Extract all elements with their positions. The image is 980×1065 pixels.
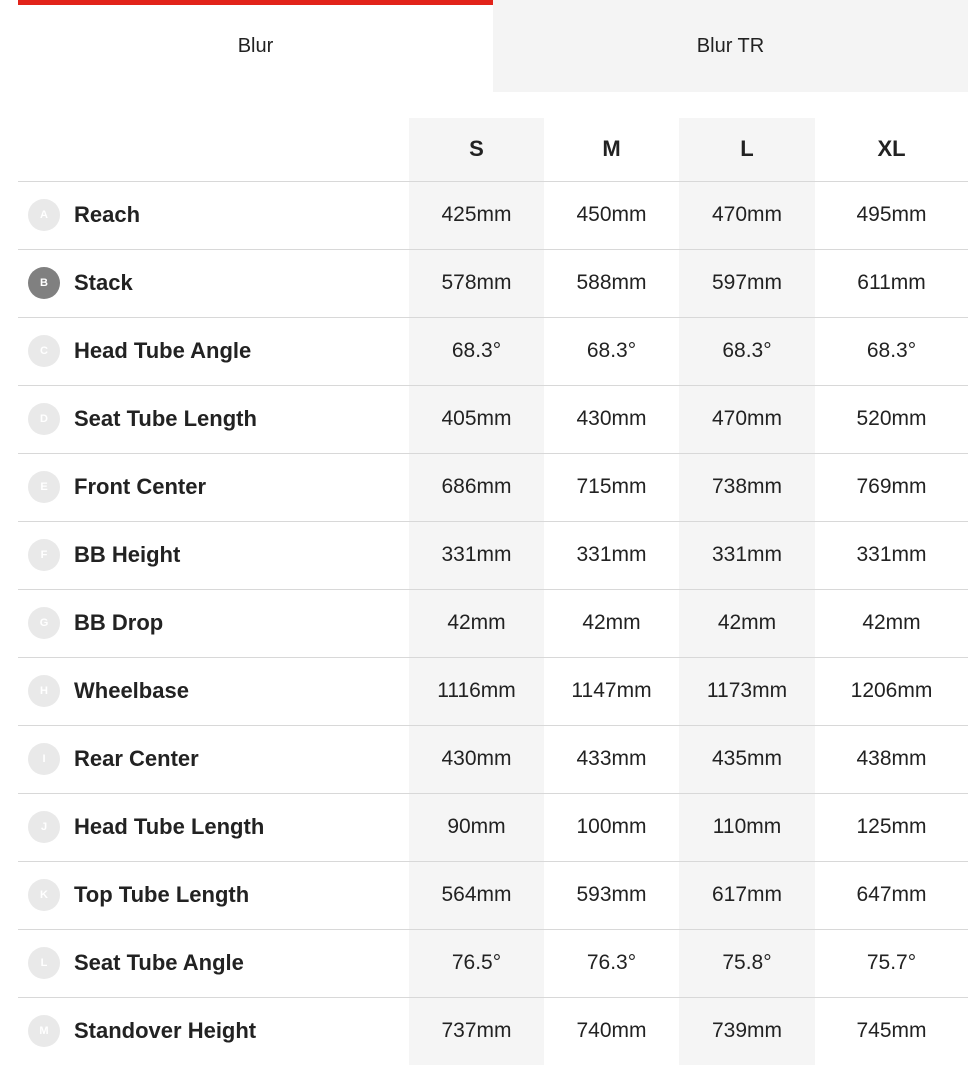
- model-tabs: [18, 0, 968, 92]
- value-cell-m: 76.3°: [544, 929, 679, 997]
- row-label-wrap: [18, 403, 409, 435]
- row-label-cell: [18, 453, 409, 521]
- row-label-cell: [18, 589, 409, 657]
- row-label-wrap: [18, 675, 409, 707]
- table-row: [18, 657, 968, 725]
- measurement-letter-badge[interactable]: D: [28, 403, 60, 435]
- measurement-letter-badge[interactable]: A: [28, 199, 60, 231]
- value-cell-l: 331mm: [679, 521, 815, 589]
- row-label-cell: [18, 249, 409, 317]
- measurement-label: Standover Height: [74, 1018, 257, 1044]
- row-label-wrap: [18, 267, 409, 299]
- measurement-letter-badge[interactable]: L: [28, 947, 60, 979]
- measurement-label: Wheelbase: [74, 678, 189, 703]
- table-row: [18, 181, 968, 249]
- header-spacer: [18, 118, 409, 181]
- measurement-letter-badge[interactable]: G: [28, 607, 60, 639]
- value-cell-m: 740mm: [576, 1019, 647, 1043]
- value-cell-m: 450mm: [544, 181, 679, 249]
- value-cell-s: 430mm: [409, 725, 544, 793]
- value-cell-xl: 75.7°: [815, 929, 968, 997]
- value-cell-m: 68.3°: [544, 317, 679, 385]
- row-label-cell: [18, 997, 409, 1065]
- tab-blur-tr-label: Blur TR: [696, 35, 765, 57]
- row-label-cell: [18, 657, 409, 725]
- measurement-label: BB Drop: [74, 610, 164, 635]
- row-label-wrap: [18, 1015, 409, 1047]
- measurement-label: Stack: [74, 270, 133, 295]
- value-cell-xl: 647mm: [815, 861, 968, 929]
- measurement-letter-badge[interactable]: F: [28, 539, 60, 571]
- measurement-letter-badge[interactable]: E: [28, 471, 60, 503]
- measurement-label: Front Center: [74, 474, 206, 499]
- row-label-wrap: [18, 539, 409, 571]
- measurement-letter-badge[interactable]: C: [28, 335, 60, 367]
- table-row: [18, 997, 968, 1065]
- table-row: [18, 249, 968, 317]
- row-label-wrap: [18, 811, 409, 843]
- value-cell-xl: 1206mm: [815, 657, 968, 725]
- measurement-label: Rear Center: [74, 746, 199, 771]
- value-cell-xl: 438mm: [815, 725, 968, 793]
- table-row: [18, 589, 968, 657]
- measurement-label: Reach: [74, 202, 141, 227]
- measurement-letter-badge[interactable]: I: [28, 743, 60, 775]
- row-label-wrap: [18, 471, 409, 503]
- value-cell-m: 588mm: [544, 249, 679, 317]
- value-cell-l: 75.8°: [679, 929, 815, 997]
- value-cell-s: 76.5°: [409, 929, 544, 997]
- measurement-label: Head Tube Angle: [74, 338, 252, 363]
- measurement-label: Seat Tube Angle: [74, 950, 244, 975]
- table-row: [18, 521, 968, 589]
- measurement-label: Seat Tube Length: [74, 406, 257, 431]
- value-cell-l: 435mm: [679, 725, 815, 793]
- value-cell-s: 68.3°: [409, 317, 544, 385]
- value-cell-xl: 68.3°: [815, 317, 968, 385]
- size-header-m: M: [544, 118, 679, 181]
- table-row: [18, 929, 968, 997]
- value-cell-m: 715mm: [544, 453, 679, 521]
- value-cell-xl: 331mm: [815, 521, 968, 589]
- tab-blur-tr[interactable]: [493, 0, 968, 92]
- value-cell-m: 331mm: [544, 521, 679, 589]
- value-cell-l: 470mm: [679, 385, 815, 453]
- value-cell-l: 617mm: [679, 861, 815, 929]
- geometry-table: [18, 118, 968, 1065]
- measurement-label: Head Tube Length: [74, 814, 265, 839]
- value-cell-m: 42mm: [544, 589, 679, 657]
- value-cell-l: 42mm: [679, 589, 815, 657]
- size-header-l: L: [679, 118, 815, 181]
- value-cell-m: 593mm: [544, 861, 679, 929]
- value-cell-s: 405mm: [409, 385, 544, 453]
- row-label-wrap: [18, 947, 409, 979]
- measurement-label: BB Height: [74, 542, 181, 567]
- value-cell-xl: 611mm: [815, 249, 968, 317]
- value-cell-s: 90mm: [409, 793, 544, 861]
- row-label-wrap: [18, 743, 409, 775]
- table-row: [18, 861, 968, 929]
- row-label-cell: [18, 793, 409, 861]
- value-cell-s: 737mm: [409, 997, 544, 1065]
- table-row: [18, 385, 968, 453]
- size-header-xl: XL: [815, 118, 968, 181]
- value-cell-s: 564mm: [409, 861, 544, 929]
- measurement-letter-badge[interactable]: B: [28, 267, 60, 299]
- row-label-wrap: [18, 607, 409, 639]
- value-cell-xl: 520mm: [815, 385, 968, 453]
- value-cell-l: 739mm: [679, 997, 815, 1065]
- row-label-cell: [18, 725, 409, 793]
- value-cell-m: 433mm: [544, 725, 679, 793]
- value-cell-xl: 495mm: [815, 181, 968, 249]
- row-label-cell: [18, 385, 409, 453]
- value-cell-l: 1173mm: [679, 657, 815, 725]
- value-cell-m: 1147mm: [544, 657, 679, 725]
- size-header-s: S: [409, 118, 544, 181]
- tab-blur[interactable]: [18, 0, 493, 92]
- row-label-cell: [18, 521, 409, 589]
- measurement-letter-badge[interactable]: M: [28, 1015, 60, 1047]
- table-row: [18, 453, 968, 521]
- row-label-cell: [18, 317, 409, 385]
- value-cell-s: 1116mm: [409, 657, 544, 725]
- table-row: [18, 725, 968, 793]
- value-cell-s: 425mm: [409, 181, 544, 249]
- value-cell-xl: 769mm: [815, 453, 968, 521]
- tab-blur-label: Blur: [237, 35, 274, 57]
- measurement-letter-badge[interactable]: J: [28, 811, 60, 843]
- value-cell-m: 430mm: [544, 385, 679, 453]
- value-cell-l: 597mm: [679, 249, 815, 317]
- geometry-table-body: [18, 181, 968, 1065]
- value-cell-m: 100mm: [544, 793, 679, 861]
- value-cell-s: 686mm: [409, 453, 544, 521]
- row-label-wrap: [18, 199, 409, 231]
- table-row: [18, 793, 968, 861]
- value-cell-xl: 42mm: [815, 589, 968, 657]
- row-label-wrap: [18, 335, 409, 367]
- value-cell-l: 738mm: [679, 453, 815, 521]
- measurement-letter-badge[interactable]: K: [28, 879, 60, 911]
- row-label-wrap: [18, 879, 409, 911]
- value-cell-l: 68.3°: [679, 317, 815, 385]
- row-label-cell: [18, 861, 409, 929]
- value-cell-xl: 745mm: [856, 1019, 927, 1043]
- measurement-label: Top Tube Length: [74, 882, 250, 907]
- value-cell-s: 331mm: [409, 521, 544, 589]
- value-cell-xl: 125mm: [815, 793, 968, 861]
- value-cell-s: 578mm: [409, 249, 544, 317]
- measurement-letter-badge[interactable]: H: [28, 675, 60, 707]
- row-label-cell: [18, 929, 409, 997]
- table-row: [18, 317, 968, 385]
- value-cell-s: 42mm: [409, 589, 544, 657]
- value-cell-l: 110mm: [679, 793, 815, 861]
- row-label-cell: [18, 181, 409, 249]
- size-header-row: [18, 118, 968, 181]
- value-cell-l: 470mm: [679, 181, 815, 249]
